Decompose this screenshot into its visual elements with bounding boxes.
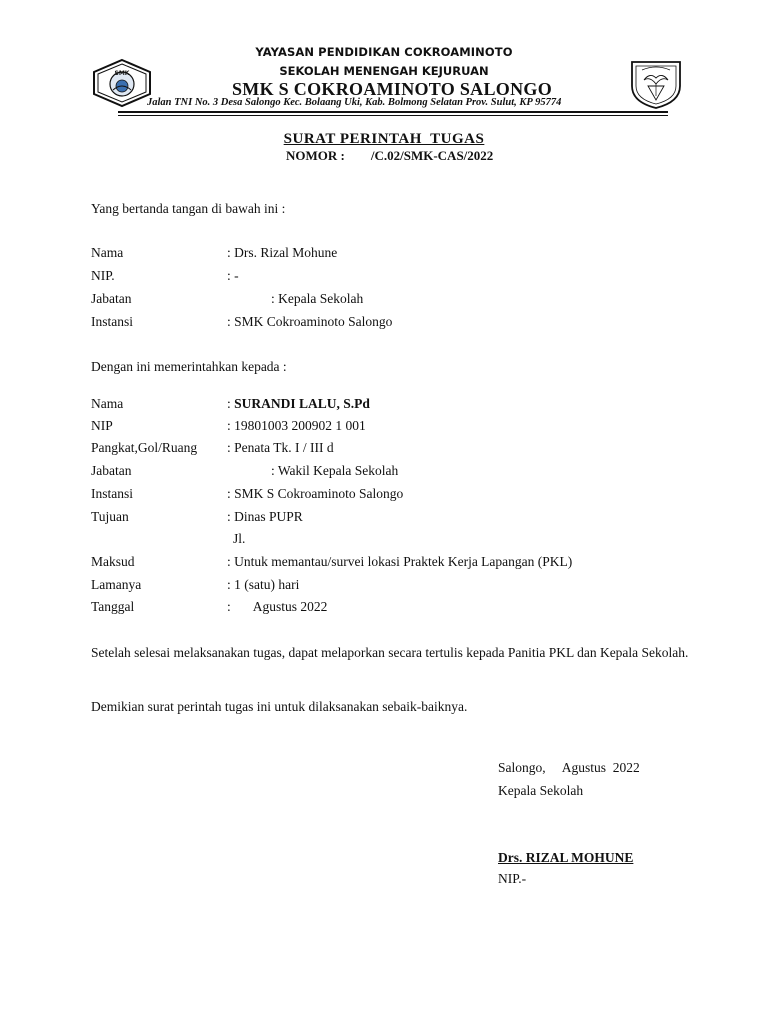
school-name: SMK S COKROAMINOTO SALONGO: [231, 79, 552, 99]
assignee-nip-label: NIP: [91, 418, 113, 433]
assignee-institution-value: : SMK S Cokroaminoto Salongo: [227, 486, 404, 501]
closing-statement: Demikian surat perintah tugas ini untuk dilaksanakan sebaik-baiknya.: [91, 699, 468, 714]
signature-place-date: Salongo, Agustus 2022: [498, 760, 640, 775]
command-intro-text: Dengan ini memerintahkan kepada :: [91, 359, 287, 374]
assignee-destination-address: Jl.: [233, 531, 246, 546]
assignee-name-colon: :: [227, 396, 231, 411]
signer-nip-label: NIP.: [91, 268, 115, 283]
assignee-duration-value: : 1 (satu) hari: [227, 577, 300, 592]
signer-position-label: Jabatan: [91, 291, 132, 306]
assignee-nip-value: : 19801003 200902 1 001: [227, 418, 366, 433]
signer-name-value: : Drs. Rizal Mohune: [227, 245, 338, 260]
assignee-position-label: Jabatan: [91, 463, 132, 478]
intro-text: Yang bertanda tangan di bawah ini :: [91, 201, 286, 216]
closing-paragraph: Setelah selesai melaksanakan tugas, dapat melaporkan secara tertulis kepada Panitia PKL dan Kepala Sekolah.: [91, 645, 689, 660]
assignee-date: Agustus 2022: [252, 599, 328, 614]
signer-name-label: Nama: [91, 245, 124, 260]
letter-title: SURAT PERINTAH TUGAS: [283, 131, 485, 147]
assignee-destination-value: : Dinas PUPR: [227, 509, 303, 524]
signer-nip-value: : -: [227, 268, 239, 283]
school-address: Jalan TNI No. 3 Desa Salongo Kec. Bolaang Uki, Kab. Bolmong Selatan Prov. Sulut, KP 95774: [147, 97, 562, 108]
nomor-label: NOMOR :: [286, 148, 345, 163]
signature-name: Drs. RIZAL MOHUNE: [498, 850, 634, 865]
assignee-purpose-value: : Untuk memantau/survei lokasi Praktek Kerja Lapangan (PKL): [227, 554, 573, 569]
signature-position: Kepala Sekolah: [498, 783, 584, 798]
assignee-purpose-label: Maksud: [91, 554, 135, 569]
signer-institution-value: : SMK Cokroaminoto Salongo: [227, 314, 393, 329]
assignee-destination-label: Tujuan: [91, 509, 129, 524]
assignee-rank-value: : Penata Tk. I / III d: [227, 440, 334, 455]
foundation-name: YAYASAN PENDIDIKAN COKROAMINOTO: [255, 45, 513, 59]
school-type: SEKOLAH MENENGAH KEJURUAN: [279, 64, 489, 78]
assignee-name-value: [227, 396, 370, 412]
signer-position-value: : Kepala Sekolah: [271, 291, 364, 306]
signer-institution-label: Instansi: [91, 314, 133, 329]
letterhead-rule-thick: [118, 111, 668, 113]
assignee-date-label: Tanggal: [91, 599, 135, 614]
assignee-date-colon: :: [227, 599, 231, 614]
assignee-name: SURANDI LALU, S.Pd: [234, 396, 370, 411]
assignee-position-value: : Wakil Kepala Sekolah: [271, 463, 399, 478]
letterhead-rule-thin: [118, 115, 668, 116]
letter-number: [286, 148, 493, 164]
assignee-date-value: [227, 599, 327, 615]
logo-left-text: SMK: [114, 70, 130, 77]
assignee-name-label: Nama: [91, 396, 124, 411]
signature-nip: NIP.-: [498, 871, 527, 886]
assignee-rank-label: Pangkat,Gol/Ruang: [91, 440, 198, 455]
assignee-institution-label: Instansi: [91, 486, 133, 501]
assignee-duration-label: Lamanya: [91, 577, 142, 592]
nomor-value: /C.02/SMK-CAS/2022: [370, 148, 494, 163]
